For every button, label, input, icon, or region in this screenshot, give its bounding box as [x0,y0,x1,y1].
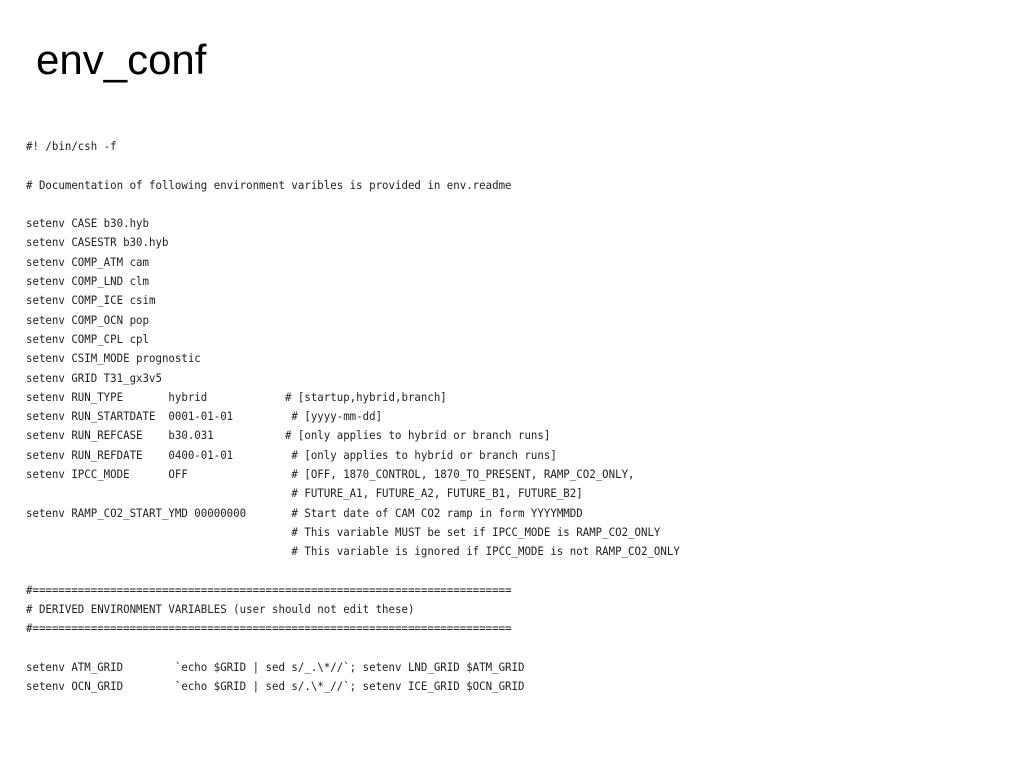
code-line: # This variable MUST be set if IPCC_MODE is RAMP_CO2_ONLY [26,524,661,539]
code-line: #========================================================================== [26,582,512,597]
code-line: setenv RUN_TYPE hybrid # [startup,hybrid,branch] [26,389,447,404]
code-line: setenv ATM_GRID `echo $GRID | sed s/_.\*//`; setenv LND_GRID $ATM_GRID [26,660,525,675]
code-line: #========================================================================== [26,621,512,636]
code-line: # DERIVED ENVIRONMENT VARIABLES (user should not edit these) [26,602,415,617]
code-line: setenv CASE b30.hyb [26,216,150,231]
code-line [26,195,942,214]
code-line [26,639,942,658]
slide-title: env_conf [36,36,207,83]
code-line: #! /bin/csh -f [26,139,117,153]
code-line: setenv COMP_ICE csim [26,293,156,308]
code-line: setenv RUN_STARTDATE 0001-01-01 # [yyyy-mm-dd] [26,409,383,424]
code-line [26,562,942,581]
code-line: setenv COMP_CPL cpl [26,331,150,346]
code-line: setenv GRID T31_gx3v5 [26,370,162,385]
code-line: # FUTURE_A1, FUTURE_A2, FUTURE_B1, FUTURE_B2] [26,486,583,501]
code-block [26,137,942,697]
code-line: setenv COMP_OCN pop [26,312,150,327]
code-line: # Documentation of following environment varibles is provided in env.readme [26,177,512,192]
code-line: setenv COMP_LND clm [26,274,150,289]
code-line: setenv RUN_REFCASE b30.031 # [only applies to hybrid or branch runs] [26,428,551,443]
code-line: setenv OCN_GRID `echo $GRID | sed s/.\*_//`; setenv ICE_GRID $OCN_GRID [26,679,525,694]
code-line: setenv IPCC_MODE OFF # [OFF, 1870_CONTROL, 1870_TO_PRESENT, RAMP_CO2_ONLY, [26,467,635,482]
code-line: setenv COMP_ATM cam [26,254,150,269]
code-line: setenv RAMP_CO2_START_YMD 00000000 # Start date of CAM CO2 ramp in form YYYYMMDD [26,505,583,520]
code-line: # This variable is ignored if IPCC_MODE is not RAMP_CO2_ONLY [26,544,680,559]
code-line: setenv CASESTR b30.hyb [26,235,169,250]
code-line [26,156,942,175]
code-line: setenv RUN_REFDATE 0400-01-01 # [only applies to hybrid or branch runs] [26,447,557,462]
code-line: setenv CSIM_MODE prognostic [26,351,201,366]
